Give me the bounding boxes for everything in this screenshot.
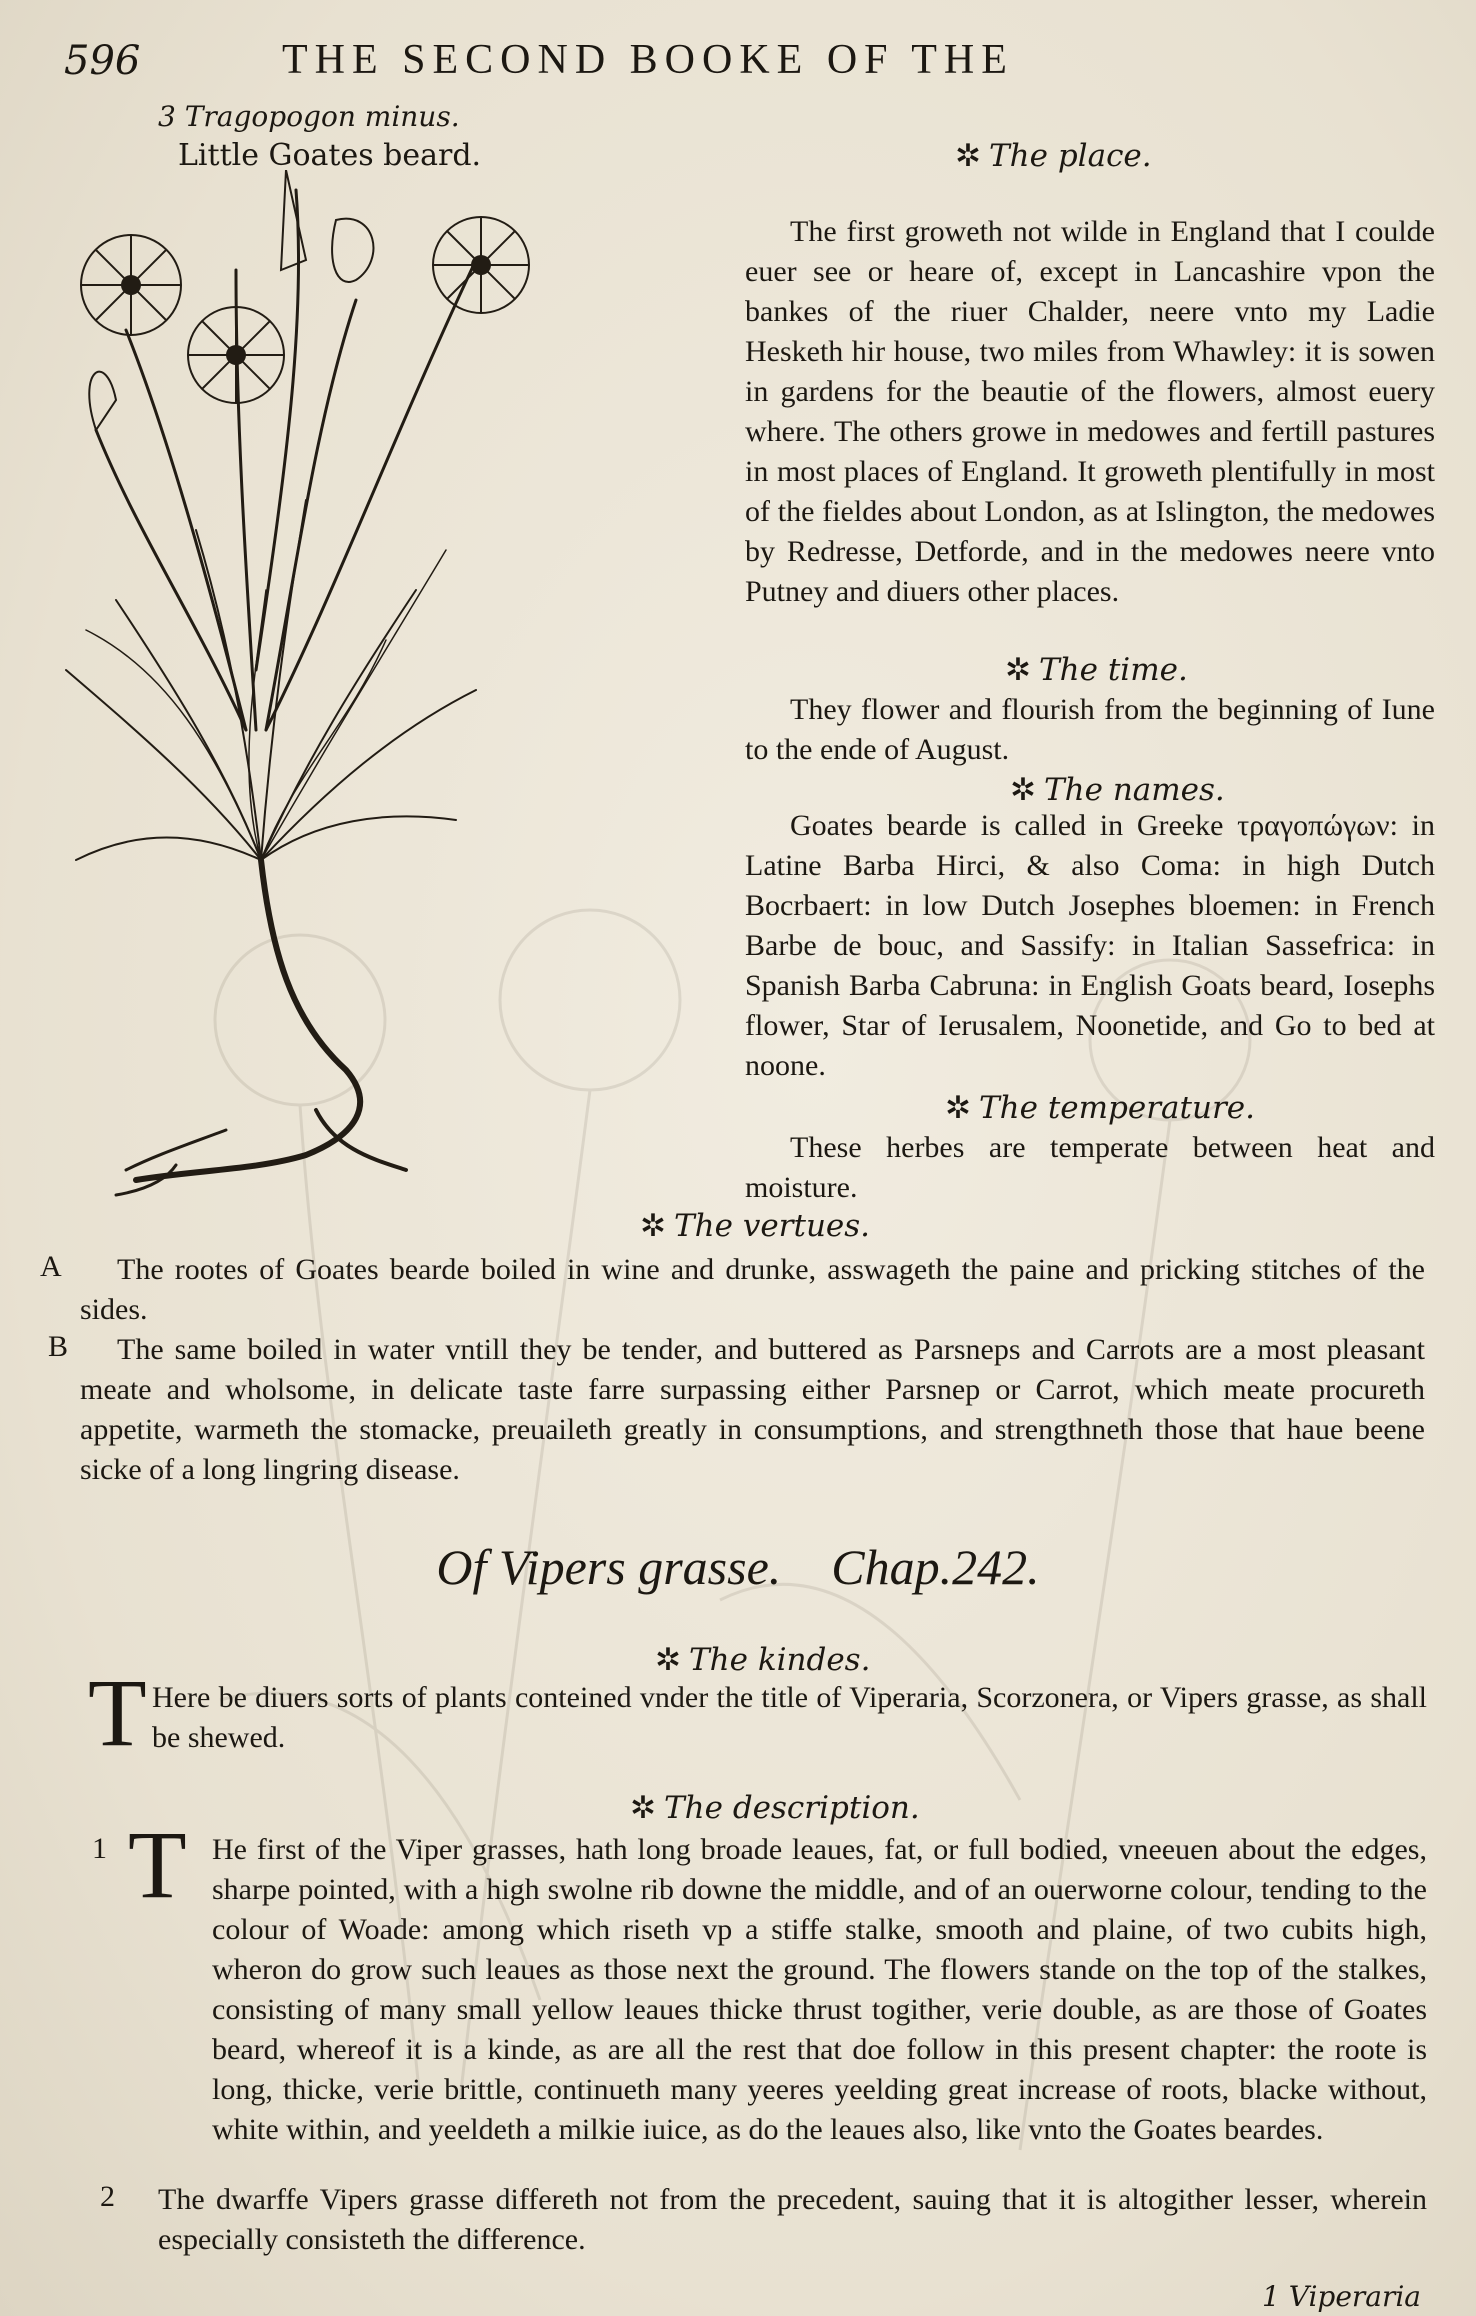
vertues-heading [640,1208,870,1244]
vertue-mark-a: A [40,1250,62,1283]
vertues-heading-text: The vertues. [673,1208,871,1244]
vertue-mark-b: B [48,1330,69,1363]
figure-label [158,100,460,133]
asterism-icon: ✲ [655,1642,681,1678]
chapter-heading [0,1538,1476,1596]
description-mark-2: 2 [100,2180,115,2213]
temperature-heading [945,1090,1255,1126]
description-heading [630,1790,920,1826]
place-paragraph: The first groweth not wilde in England that I coulde euer see or heare of, except in Lancashire vpon the bankes of the riuer Chalder, neere vnto my Ladie Hesketh hir house, two miles from Whawley: it is sowen in gardens for the beautie of the flowers, almost euery where. The others growe in medowes and fertill pastures in most places of England. It groweth plentifully in most of the fieldes about London, as at Islington, the medowes by Redresse, Detforde, and in the medowes neere vnto Putney and diuers other places. [745,215,1435,608]
asterism-icon: ✲ [1010,772,1036,808]
time-heading [1005,652,1188,688]
asterism-icon: ✲ [945,1090,971,1126]
description-dropcap: T [128,1811,187,1918]
place-heading-text: The place. [988,138,1152,174]
asterism-icon: ✲ [640,1208,666,1244]
catchword: 1 Viperaria [1262,2280,1422,2313]
vertue-a-paragraph: The rootes of Goates bearde boiled in wine and drunke, asswageth the paine and pricking stitches of the sides. [80,1253,1425,1326]
asterism-icon: ✲ [630,1790,656,1826]
asterism-icon: ✲ [1005,652,1031,688]
description-heading-text: The description. [663,1790,920,1826]
kindes-heading-text: The kindes. [688,1642,871,1678]
description-mark-1: 1 [92,1832,107,1865]
page-number: 596 [64,38,141,84]
names-heading-text: The names. [1043,772,1225,808]
figure-caption: Little Goates beard. [178,138,482,173]
names-paragraph: Goates bearde is called in Greeke τραγοπώγων: in Latine Barba Hirci, & also Coma: in high Dutch Bocrbaert: in low Dutch Josephes bloemen: in French Barbe de bouc, and Sassify: in Italian Sassefrica: in Spanish Barba Cabruna: in English Goats beard, Iosephs flower, Star of Ierusalem, Noonetide, and Go to bed at noone. [745,809,1435,1082]
temperature-heading-text: The temperature. [978,1090,1255,1126]
place-heading [955,138,1152,174]
description-1-paragraph: He first of the Viper grasses, hath long broade leaues, fat, or full bodied, vneeuen about the edges, sharpe pointed, with a high swolne rib downe the middle, and of an ouerworne colour, tending to the colour of Woade: among which riseth vp a stiffe stalke, smooth and plaine, of two cubits high, wheron do grow such leaues as those next the ground. The flowers stande on the top of the stalkes, consisting of many small yellow leaues thicke thrust togither, verie double, as are those of Goates beard, whereof it is a kinde, as are all the rest that doe follow in this present chapter: the roote is long, thicke, verie brittle, continueth many yeeres yeelding great increase of roots, blacke without, white within, and yeeldeth a milkie iuice, as do the leaues also, like vnto the Goates beardes. [212,1833,1427,2146]
kindes-paragraph: Here be diuers sorts of plants conteined vnder the title of Viperaria, Scorzonera, or Vipers grasse, as shall be shewed. [152,1681,1427,1754]
kindes-heading [655,1642,870,1678]
kindes-dropcap: T [88,1659,147,1766]
time-heading-text: The time. [1038,652,1188,688]
chapter-title: Of Vipers grasse. [436,1539,782,1595]
description-2-paragraph: The dwarffe Vipers grasse differeth not from the precedent, sauing that it is altogither lesser, wherein especially consisteth the difference. [158,2183,1427,2256]
figure-latin-name: Tragopogon minus. [184,100,460,133]
vertue-b-paragraph: The same boiled in water vntill they be tender, and buttered as Parsneps and Carrots are a most pleasant meate and wholsome, in delicate taste farre surpassing either Parsnep or Carrot, which meate procureth appetite, warmeth the stomacke, preuaileth greatly in consumptions, and strengthneth those that haue beene sicke of a long lingring disease. [80,1333,1425,1486]
temperature-paragraph: These herbes are temperate between heat and moisture. [745,1131,1435,1204]
little-goates-beard-woodcut [56,170,696,1210]
figure-number: 3 [158,100,176,133]
time-paragraph: They flower and flourish from the beginning of Iune to the ende of August. [745,693,1435,766]
running-title: THE SECOND BOOKE OF THE [282,37,1014,83]
chapter-number: Chap.242. [831,1539,1040,1595]
asterism-icon: ✲ [955,138,981,174]
names-heading [1010,772,1225,808]
